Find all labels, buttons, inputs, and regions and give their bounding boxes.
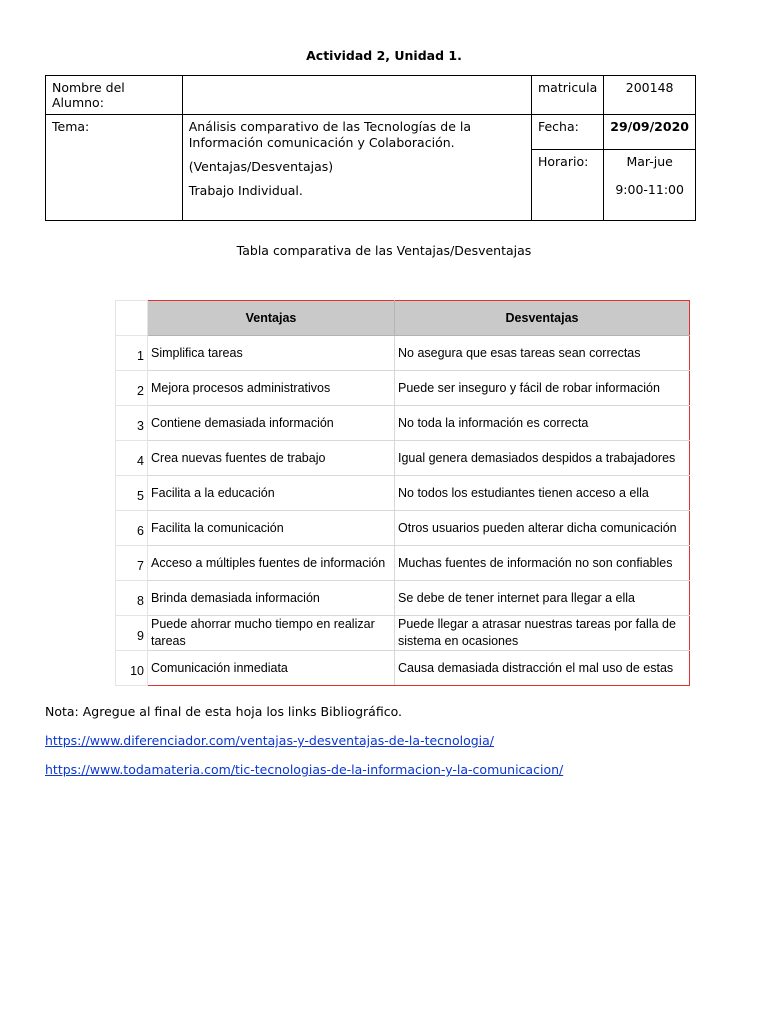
desventaja-cell: Se debe de tener internet para llegar a ella (395, 581, 690, 616)
table-row (116, 406, 690, 441)
tema-value (182, 115, 531, 221)
matricula-value: 200148 (604, 76, 696, 115)
tema-line-2: (Ventajas/Desventajas) (188, 159, 334, 174)
desventaja-cell: Otros usuarios pueden alterar dicha comunicación (395, 511, 690, 546)
horario-time: 9:00-11:00 (615, 182, 684, 197)
table-row (116, 371, 690, 406)
tema-line-3: Trabajo Individual. (188, 183, 303, 198)
table-row (116, 336, 690, 371)
corner-cell (116, 301, 148, 336)
bibliography-link-2[interactable]: https://www.todamateria.com/tic-tecnologias-de-la-informacion-y-la-comunicacion/ (45, 762, 564, 777)
row-number: 4 (116, 441, 148, 476)
row-number: 10 (116, 651, 148, 686)
table-row (116, 651, 690, 686)
student-info-table (45, 75, 696, 221)
note-text: Nota: Agregue al final de esta hoja los links Bibliográfico. (45, 704, 402, 719)
desventaja-cell: No asegura que esas tareas sean correctas (395, 336, 690, 371)
bibliography-link-1[interactable]: https://www.diferenciador.com/ventajas-y-desventajas-de-la-tecnologia/ (45, 733, 495, 748)
table-row (116, 511, 690, 546)
comparison-table (115, 300, 690, 686)
table-row (116, 616, 690, 651)
row-number: 5 (116, 476, 148, 511)
desventaja-cell: No todos los estudiantes tienen acceso a ella (395, 476, 690, 511)
desventaja-cell: Muchas fuentes de información no son confiables (395, 546, 690, 581)
page-title: Actividad 2, Unidad 1. (306, 48, 462, 63)
row-number: 6 (116, 511, 148, 546)
matricula-label: matricula (531, 76, 603, 115)
nombre-label: Nombre del Alumno: (46, 76, 183, 115)
ventaja-cell: Crea nuevas fuentes de trabajo (148, 441, 395, 476)
row-number: 7 (116, 546, 148, 581)
row-number: 8 (116, 581, 148, 616)
desventaja-cell: Puede ser inseguro y fácil de robar información (395, 371, 690, 406)
ventaja-cell: Acceso a múltiples fuentes de información (148, 546, 395, 581)
table-caption: Tabla comparativa de las Ventajas/Desventajas (236, 243, 532, 258)
tema-label: Tema: (46, 115, 183, 221)
ventaja-cell: Brinda demasiada información (148, 581, 395, 616)
row-number: 2 (116, 371, 148, 406)
desventaja-cell: Puede llegar a atrasar nuestras tareas por falla de sistema en ocasiones (395, 616, 690, 651)
ventaja-cell: Facilita a la educación (148, 476, 395, 511)
nombre-value (182, 76, 531, 115)
desventaja-cell: No toda la información es correcta (395, 406, 690, 441)
table-row (116, 441, 690, 476)
horario-label: Horario: (531, 150, 603, 221)
table-row (116, 581, 690, 616)
tema-line-1: Análisis comparativo de las Tecnologías de la Información comunicación y Colaboración. (188, 119, 472, 150)
table-row (116, 546, 690, 581)
col-header-desventajas: Desventajas (395, 301, 690, 336)
col-header-ventajas: Ventajas (148, 301, 395, 336)
row-number: 9 (116, 616, 148, 651)
fecha-label: Fecha: (531, 115, 603, 150)
row-number: 3 (116, 406, 148, 441)
ventaja-cell: Contiene demasiada información (148, 406, 395, 441)
desventaja-cell: Causa demasiada distracción el mal uso de estas (395, 651, 690, 686)
horario-days: Mar-jue (626, 154, 673, 169)
ventaja-cell: Puede ahorrar mucho tiempo en realizar tareas (148, 616, 395, 651)
horario-value (604, 150, 696, 221)
desventaja-cell: Igual genera demasiados despidos a trabajadores (395, 441, 690, 476)
ventaja-cell: Simplifica tareas (148, 336, 395, 371)
ventaja-cell: Mejora procesos administrativos (148, 371, 395, 406)
fecha-value: 29/09/2020 (604, 115, 696, 150)
ventaja-cell: Comunicación inmediata (148, 651, 395, 686)
table-row (116, 476, 690, 511)
row-number: 1 (116, 336, 148, 371)
ventaja-cell: Facilita la comunicación (148, 511, 395, 546)
